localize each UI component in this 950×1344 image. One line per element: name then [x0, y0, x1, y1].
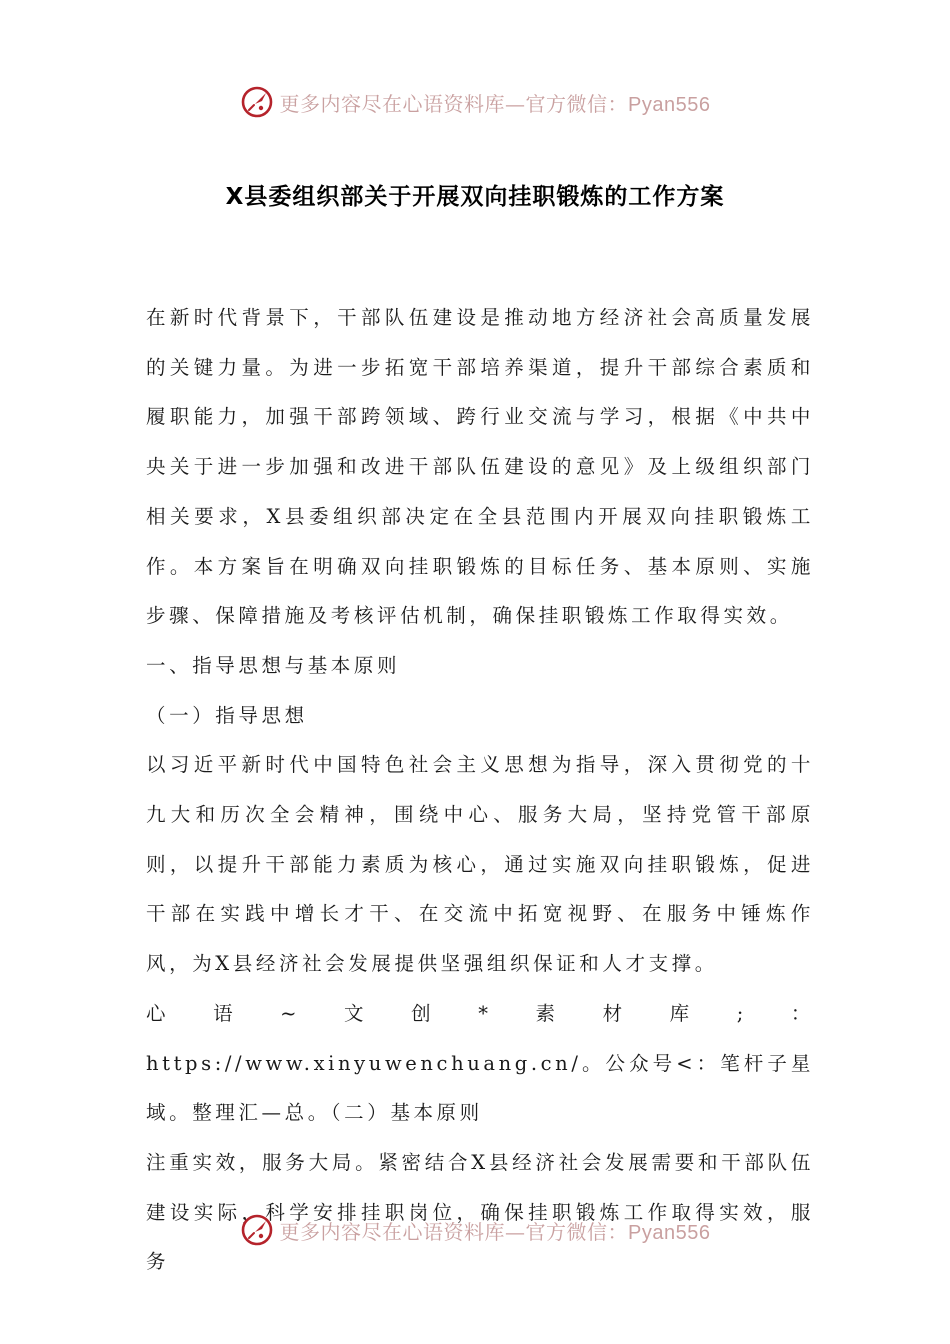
- banner-label: 更多内容尽在心语资料库—官方微信：: [279, 91, 629, 116]
- subsection-heading-1: （一）指导思想: [146, 703, 308, 727]
- wechat-id: Pyan556: [628, 1221, 711, 1244]
- banner-label: 更多内容尽在心语资料库—官方微信：: [279, 1219, 629, 1244]
- banner-text: [280, 1216, 711, 1245]
- section-heading-1: 一、指导思想与基本原则: [146, 653, 401, 677]
- quill-logo-icon: [240, 1213, 274, 1247]
- wechat-id: Pyan556: [628, 93, 711, 116]
- quill-logo-icon: [240, 85, 274, 119]
- footer-watermark-banner: [0, 1208, 950, 1252]
- paragraph-intro: 在新时代背景下，干部队伍建设是推动地方经济社会高质量发展的关键力量。为进一步拓宽干部培养渠道，提升干部综合素质和履职能力，加强干部跨领域、跨行业交流与学习，根据《中共中央关于进一步加强和改进干部队伍建设的意见》及上级组织部门相关要求，X县委组织部决定在全县范围内开展双向挂职锻炼工作。本方案旨在明确双向挂职锻炼的目标任务、基本原则、实施步骤、保障措施及考核评估机制，确保挂职锻炼工作取得实效。: [146, 306, 814, 628]
- paragraph-source-note: 心语~文创*素材库;：https://www.xinyuwenchuang.cn/。公众号<：笔杆子星域。整理汇—总。（二）基本原则: [146, 1001, 814, 1125]
- document-title: X县委组织部关于开展双向挂职锻炼的工作方案: [225, 184, 725, 210]
- paragraph-guiding-ideology: 以习近平新时代中国特色社会主义思想为指导，深入贯彻党的十九大和历次全会精神，围绕中心、服务大局，坚持党管干部原则，以提升干部能力素质为核心，通过实施双向挂职锻炼，促进干部在实践中增长才干、在交流中拓宽视野、在服务中锤炼作风，为X县经济社会发展提供坚强组织保证和人才支撑。: [146, 753, 814, 976]
- paragraph-principles: 注重实效，服务大局。紧密结合X县经济社会发展需要和干部队伍建设实际，科学安排挂职岗位，确保挂职锻炼工作取得实效，服务: [146, 1150, 814, 1274]
- header-watermark-banner: [0, 80, 950, 124]
- banner-text: [280, 88, 711, 117]
